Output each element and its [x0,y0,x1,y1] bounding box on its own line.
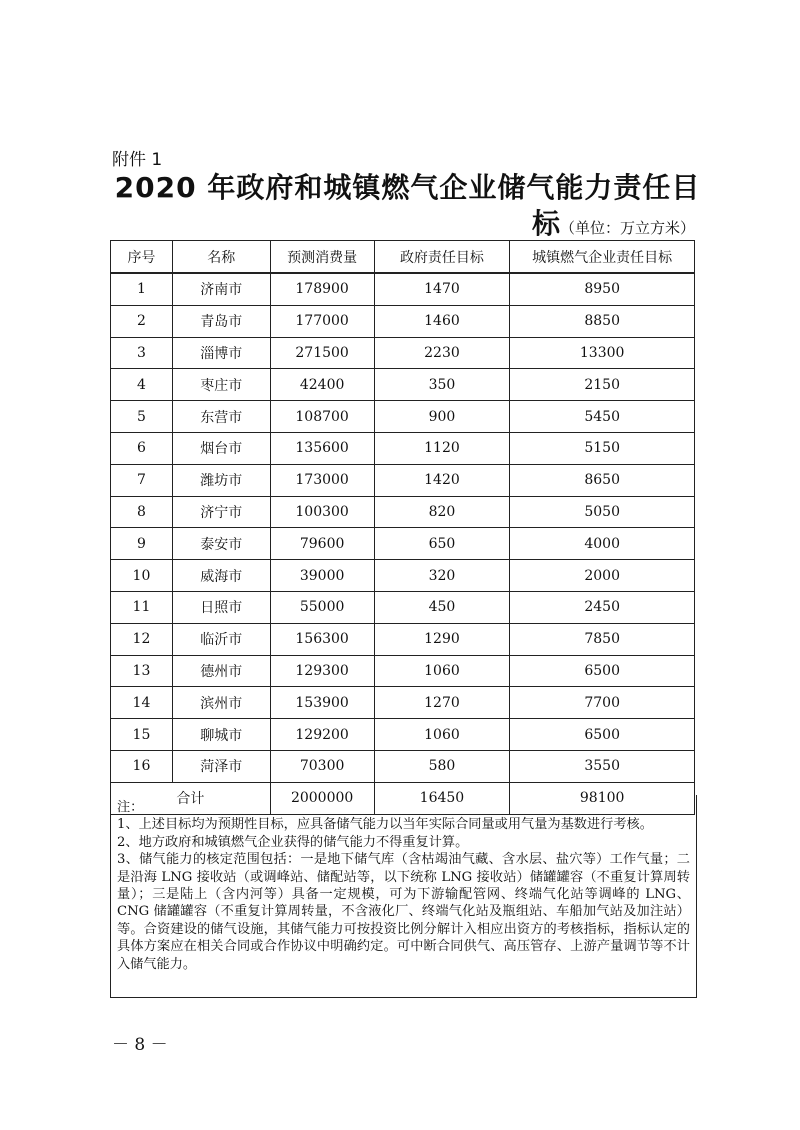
cell-city: 威海市 [172,560,270,592]
table-body [111,273,695,782]
cell-city: 临沂市 [172,623,270,655]
cell-enterprise-target: 5450 [510,401,695,433]
cell-index: 14 [111,687,173,719]
total-enterprise: 98100 [510,782,695,814]
cell-consumption: 178900 [270,273,374,305]
notes-box [110,795,697,998]
cell-city: 青岛市 [172,305,270,337]
cell-enterprise-target: 7700 [510,687,695,719]
cell-index: 9 [111,528,173,560]
cell-consumption: 42400 [270,369,374,401]
cell-index: 12 [111,623,173,655]
cell-enterprise-target: 6500 [510,719,695,751]
table-row [111,369,695,401]
cell-government-target: 1120 [374,432,510,464]
attachment-label: 附件 1 [112,150,163,170]
cell-consumption: 156300 [270,623,374,655]
cell-consumption: 177000 [270,305,374,337]
cell-government-target: 820 [374,496,510,528]
table-row [111,273,695,305]
total-label: 合计 [111,782,271,814]
cell-city: 潍坊市 [172,464,270,496]
table-row [111,655,695,687]
table-row [111,464,695,496]
cell-index: 13 [111,655,173,687]
cell-consumption: 70300 [270,750,374,782]
cell-enterprise-target: 6500 [510,655,695,687]
cell-consumption: 135600 [270,432,374,464]
cell-consumption: 79600 [270,528,374,560]
cell-government-target: 900 [374,401,510,433]
cell-enterprise-target: 8950 [510,273,695,305]
header-consumption: 预测消费量 [270,241,374,274]
unit-label: （单位：万立方米） [559,219,695,237]
cell-enterprise-target: 8850 [510,305,695,337]
cell-city: 菏泽市 [172,750,270,782]
header-name: 名称 [172,241,270,274]
header-enterprise-target: 城镇燃气企业责任目标 [510,241,695,274]
cell-enterprise-target: 13300 [510,337,695,369]
cell-index: 16 [111,750,173,782]
cell-enterprise-target: 8650 [510,464,695,496]
cell-enterprise-target: 2450 [510,591,695,623]
table-row [111,305,695,337]
table-row [111,591,695,623]
cell-city: 济南市 [172,273,270,305]
responsibility-table [110,240,695,815]
cell-city: 德州市 [172,655,270,687]
cell-government-target: 580 [374,750,510,782]
cell-index: 15 [111,719,173,751]
cell-index: 3 [111,337,173,369]
cell-city: 枣庄市 [172,369,270,401]
header-index: 序号 [111,241,173,274]
cell-enterprise-target: 5050 [510,496,695,528]
cell-government-target: 1290 [374,623,510,655]
cell-government-target: 1470 [374,273,510,305]
cell-government-target: 450 [374,591,510,623]
cell-city: 济宁市 [172,496,270,528]
note-item-3: 3、储气能力的核定范围包括：一是地下储气库（含枯竭油气藏、含水层、盐穴等）工作气量；二是沿海 LNG 接收站（或调峰站、储配站等，以下统称 LNG 接收站）储罐罐容（不重复计算周转量）；三是陆上（含内河等）具备一定规模，可为下游输配管网、终端气化站等调峰的 LNG、CNG 储罐罐容（不重复计算周转量，不含液化厂、终端气化站及瓶组站、车船加气站及加注站）等。合资建设的储气设施，其储气能力可按投资比例分解计入相应出资方的考核指标，指标认定的具体方案应在相关合同或合作协议中明确约定。可中断合同供气、高压管存、上游产量调节等不计入储气能力。 [117,852,690,972]
cell-consumption: 271500 [270,337,374,369]
table-row [111,750,695,782]
table-row [111,528,695,560]
cell-index: 6 [111,432,173,464]
note-item-1: 1、上述目标均为预期性目标，应具备储气能力以当年实际合同量或用气量为基数进行考核。 [117,817,653,833]
cell-index: 5 [111,401,173,433]
cell-government-target: 2230 [374,337,510,369]
title-tail: 标 [531,207,560,240]
cell-government-target: 1060 [374,719,510,751]
cell-enterprise-target: 2150 [510,369,695,401]
cell-government-target: 650 [374,528,510,560]
cell-city: 烟台市 [172,432,270,464]
cell-government-target: 1060 [374,655,510,687]
table-row [111,496,695,528]
cell-enterprise-target: 2000 [510,560,695,592]
total-consumption: 2000000 [270,782,374,814]
cell-government-target: 350 [374,369,510,401]
cell-enterprise-target: 3550 [510,750,695,782]
cell-enterprise-target: 7850 [510,623,695,655]
document-title: 2020 年政府和城镇燃气企业储气能力责任目 [114,171,701,204]
cell-index: 10 [111,560,173,592]
cell-consumption: 39000 [270,560,374,592]
cell-consumption: 153900 [270,687,374,719]
cell-consumption: 173000 [270,464,374,496]
table-row [111,560,695,592]
cell-government-target: 1270 [374,687,510,719]
cell-consumption: 55000 [270,591,374,623]
cell-city: 滨州市 [172,687,270,719]
table-row [111,719,695,751]
cell-consumption: 100300 [270,496,374,528]
cell-index: 2 [111,305,173,337]
cell-consumption: 108700 [270,401,374,433]
notes-heading: 注： [117,800,144,815]
header-government-target: 政府责任目标 [374,241,510,274]
table-row [111,401,695,433]
table-row [111,337,695,369]
note-item-2: 2、地方政府和城镇燃气企业获得的储气能力不得重复计算。 [117,834,469,850]
cell-index: 4 [111,369,173,401]
cell-consumption: 129300 [270,655,374,687]
cell-index: 1 [111,273,173,305]
table-row [111,687,695,719]
cell-city: 聊城市 [172,719,270,751]
cell-enterprise-target: 4000 [510,528,695,560]
cell-enterprise-target: 5150 [510,432,695,464]
table-row [111,432,695,464]
cell-government-target: 1460 [374,305,510,337]
cell-city: 日照市 [172,591,270,623]
cell-city: 淄博市 [172,337,270,369]
cell-consumption: 129200 [270,719,374,751]
cell-index: 11 [111,591,173,623]
cell-government-target: 320 [374,560,510,592]
table-header-row [111,241,695,274]
page-number: － 8 － [112,1035,168,1055]
cell-city: 东营市 [172,401,270,433]
cell-index: 7 [111,464,173,496]
cell-city: 泰安市 [172,528,270,560]
cell-government-target: 1420 [374,464,510,496]
cell-index: 8 [111,496,173,528]
table-row [111,623,695,655]
total-government: 16450 [374,782,510,814]
